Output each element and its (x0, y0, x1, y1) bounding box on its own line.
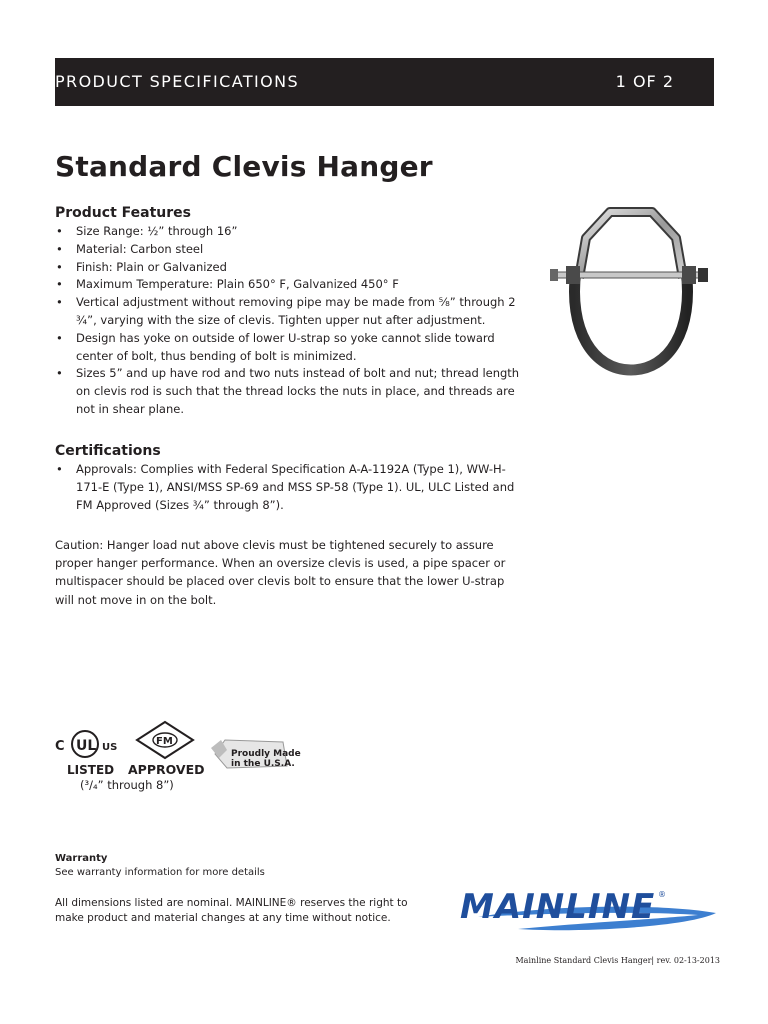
fm-mark-text: FM (156, 736, 173, 747)
feature-item: • Size Range: ½” through 16” (55, 223, 530, 241)
ul-listed-label: LISTED (67, 763, 115, 777)
feature-item: • Finish: Plain or Galvanized (55, 259, 530, 277)
warranty-heading: Warranty (55, 853, 108, 864)
page-title: Standard Clevis Hanger (55, 150, 433, 183)
certifications-list (55, 461, 530, 514)
fm-approved-label: APPROVED (128, 762, 205, 777)
feature-item: • Sizes 5” and up have rod and two nuts instead of bolt and nut; thread length on clevis rod is such that the thread locks the nuts in place, and threads are not in shear plane. (55, 365, 530, 418)
ul-size-note: (³/₄” through 8”) (80, 778, 174, 792)
warranty-block (55, 852, 265, 880)
feature-item: • Vertical adjustment without removing pipe may be made from ⅝” through 2 ¾”, varying with the size of clevis. Tighten upper nut after adjustment. (55, 294, 530, 330)
ul-us-mark: US (102, 742, 118, 753)
feature-item: • Maximum Temperature: Plain 650° F, Galvanized 450° F (55, 276, 530, 294)
usa-line-1: Proudly Made (231, 749, 301, 759)
header-bar (55, 58, 714, 106)
ul-logo (55, 728, 125, 764)
fm-diamond-logo (135, 720, 195, 760)
features-heading: Product Features (55, 205, 191, 221)
clevis-hanger-image (548, 200, 718, 380)
caution-text: Caution: Hanger load nut above clevis must be tightened securely to assure proper hanger performance. When an oversize clevis is used, a pipe spacer or multispacer should be placed over clevis bolt to ensure that the lower U-strap will not move in on the bolt. (55, 538, 506, 607)
ul-mark-text: UL (76, 738, 97, 754)
usa-line-2: in the U.S.A. (231, 759, 295, 769)
features-list (55, 223, 530, 419)
mainline-logo (458, 885, 720, 935)
warranty-text: See warranty information for more details (55, 867, 265, 878)
disclaimer-text: All dimensions listed are nominal. MAINLINE® reserves the right to make product and material changes at any time without notice. (55, 897, 408, 924)
header-title: PRODUCT SPECIFICATIONS (55, 72, 300, 91)
certifications-heading: Certifications (55, 443, 161, 459)
ul-c-mark: C (55, 739, 65, 754)
made-in-usa-text (231, 749, 301, 769)
feature-item: • Material: Carbon steel (55, 241, 530, 259)
registered-mark: ® (658, 890, 666, 899)
feature-item: • Design has yoke on outside of lower U-strap so yoke cannot slide toward center of bolt, thus bending of bolt is minimized. (55, 330, 530, 366)
footer-text: Mainline Standard Clevis Hanger| rev. 02-13-2013 (515, 956, 720, 965)
mainline-wordmark: MAINLINE (460, 887, 656, 927)
page-indicator: 1 OF 2 (615, 72, 674, 91)
certification-item: • Approvals: Complies with Federal Specification A-A-1192A (Type 1), WW-H-171-E (Type 1), ANSI/MSS SP-69 and MSS SP-58 (Type 1). UL, ULC Listed and FM Approved (Sizes ¾” through 8”). (55, 461, 530, 514)
